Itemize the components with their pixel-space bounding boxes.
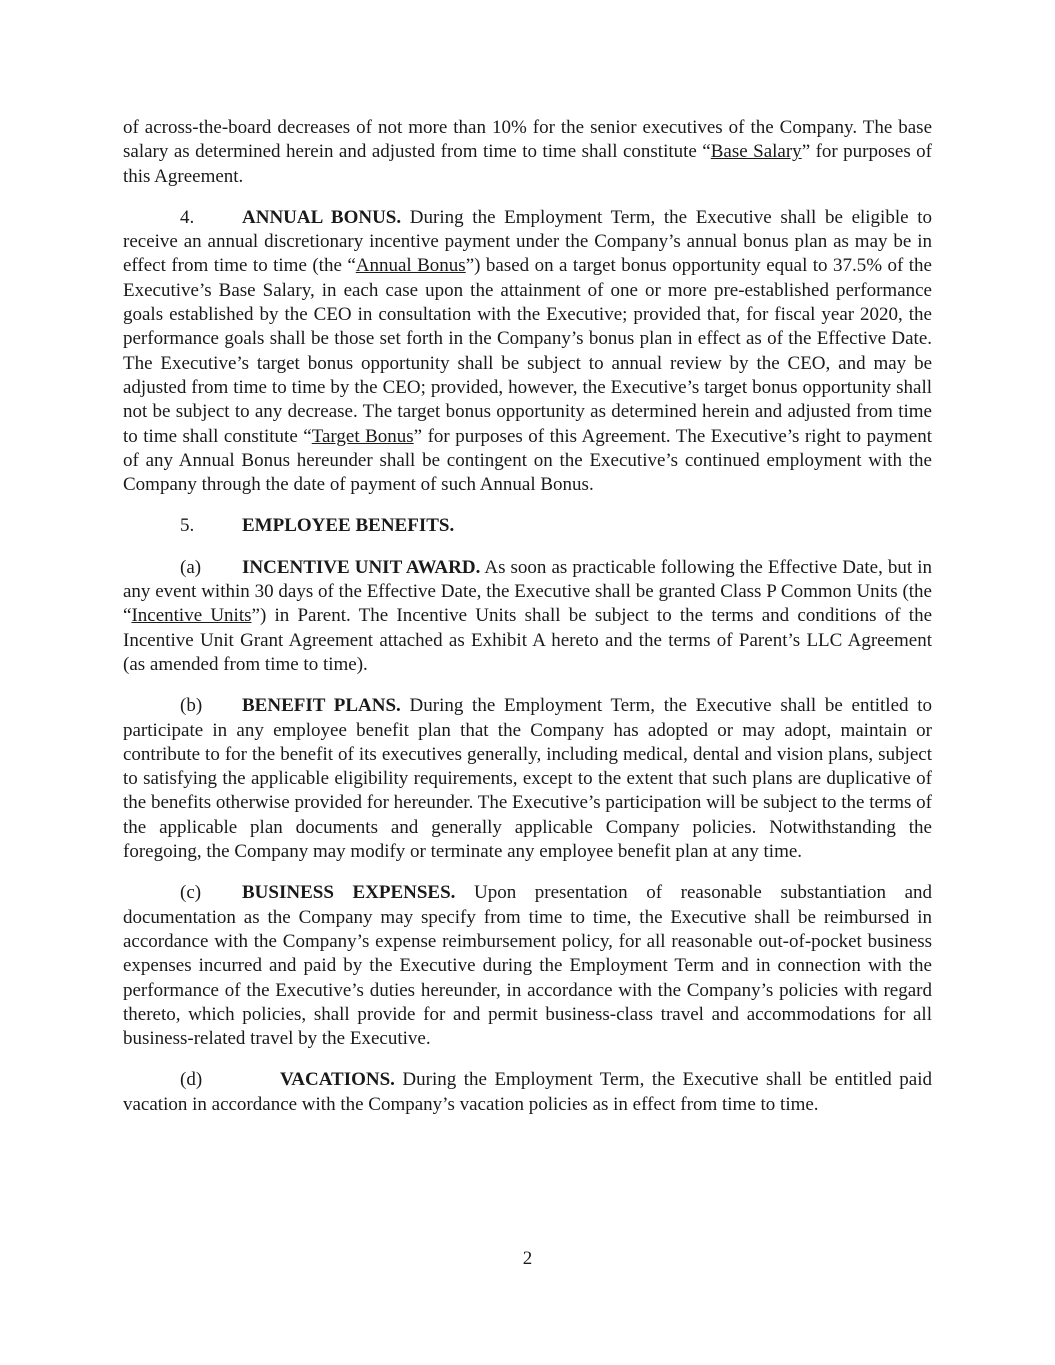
section-heading-text: ANNUAL BONUS. xyxy=(242,206,402,228)
text-run: ”) based on a target bonus opportunity equal to 37.5% of the Executive’s Base Salary, in each case upon the attainment of one or more pre-established performance goals established by the CEO in consultation with the Executive; provided that, for fiscal year 2020, the performance goals shall be those set forth in the Company’s bonus plan in effect as of the Effective Date. The Executive’s target bonus opportunity shall be subject to annual review by the CEO, and may be adjusted from time to time by the CEO; provided, however, the Executive’s target bonus opportunity shall not be subject to any decrease. The target bonus opportunity as determined herein and adjusted from time to time shall constitute “ xyxy=(123,255,932,447)
document-body xyxy=(123,116,932,1134)
paragraph-number-label: 4. xyxy=(180,206,195,228)
text-run: ”) in Parent. The Incentive Units shall be subject to the terms and conditions of the Incentive Unit Grant Agreement attached as Exhibit A hereto and the terms of Parent’s LLC Agreement (as amended from time to time). xyxy=(123,605,933,675)
text-run: During the Employment Term, the Executive shall be entitled paid vacation in accordance with the Company’s vacation policies as in effect from time to time. xyxy=(123,1069,932,1115)
para-section-5-employee-benefits-heading xyxy=(123,514,932,538)
page-number: 2 xyxy=(522,1248,533,1269)
section-heading-text: BENEFIT PLANS. xyxy=(242,695,401,717)
para-section-4-annual-bonus xyxy=(123,206,932,498)
defined-term: Target Bonus xyxy=(311,425,414,447)
paragraph-number-label: (d) xyxy=(180,1069,203,1091)
section-heading-text: INCENTIVE UNIT AWARD. xyxy=(242,556,481,578)
text-run: ” for purposes of this Agreement. xyxy=(123,141,933,187)
defined-term: Incentive Units xyxy=(131,605,252,627)
text-run: ” for purposes of this Agreement. The Executive’s right to payment of any Annual Bonus hereunder shall be contingent on the Executive’s continued employment with the Company through the date of payment of such Annual Bonus. xyxy=(123,425,932,496)
defined-term: Annual Bonus xyxy=(355,255,466,277)
paragraph-number-label: (c) xyxy=(180,882,202,904)
text-run: of across-the-board decreases of not more than 10% for the senior executives of the Company. The base salary as determined herein and adjusted from time to time shall constitute “ xyxy=(123,117,932,163)
section-heading-text: VACATIONS. xyxy=(280,1069,395,1091)
text-run: Upon presentation of reasonable substantiation and documentation as the Company may specify from time to time, the Executive shall be reimbursed in accordance with the Company’s expense reimbursement policy, for all reasonable out-of-pocket business expenses incurred and paid by the Executive during the Employment Term and in connection with the performance of the Executive’s duties hereunder, in accordance with the Company’s policies with regard thereto, which policies, shall provide for and permit business-class travel and accommodations for all business-related travel by the Executive. xyxy=(123,882,932,1050)
section-heading-text: BUSINESS EXPENSES. xyxy=(242,882,456,904)
text-run: During the Employment Term, the Executive shall be entitled to participate in any employee benefit plan that the Company has adopted or may adopt, maintain or contribute to for the benefit of its executives generally, including medical, dental and vision plans, subject to satisfying the applicable eligibility requirements, except to the extent that such plans are duplicative of the benefits otherwise provided for hereunder. The Executive’s participation will be subject to the terms of the applicable plan documents and generally applicable Company policies. Notwithstanding the foregoing, the Company may modify or terminate any employee benefit plan at any time. xyxy=(123,695,933,863)
para-5a-incentive-unit-award xyxy=(123,556,932,677)
text-run: During the Employment Term, the Executive shall be eligible to receive an annual discretionary incentive payment under the Company’s annual bonus plan as may be in effect from time to time (the “ xyxy=(123,206,933,277)
para-5c-business-expenses xyxy=(123,881,932,1051)
para-5d-vacations xyxy=(123,1068,932,1117)
paragraph-number-label: 5. xyxy=(180,515,195,537)
text-run: As soon as practicable following the Effective Date, but in any event within 30 days of the Effective Date, the Executive shall be granted Class P Common Units (the “ xyxy=(123,556,933,627)
para-base-salary-continuation xyxy=(123,116,932,189)
section-heading-text: EMPLOYEE BENEFITS. xyxy=(242,515,455,537)
defined-term: Base Salary xyxy=(710,141,802,163)
para-5b-benefit-plans xyxy=(123,694,932,864)
paragraph-number-label: (a) xyxy=(180,556,202,578)
paragraph-number-label: (b) xyxy=(180,695,203,717)
